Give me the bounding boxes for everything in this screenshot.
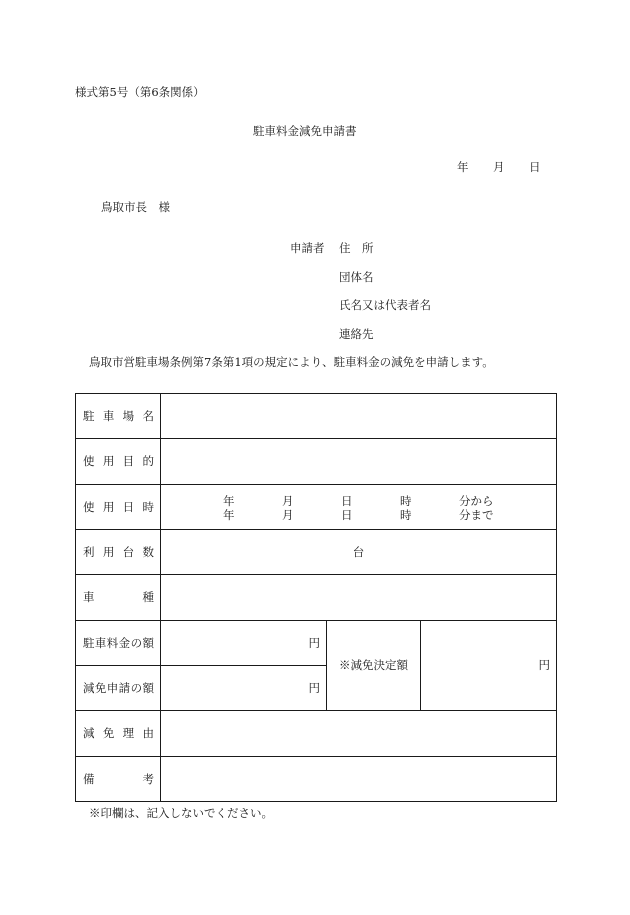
label-char: 理 xyxy=(122,726,135,741)
datetime-field[interactable] xyxy=(161,484,557,529)
application-statement: 鳥取市営駐車場条例第7条第1項の規定により、駐車料金の減免を申請します。 xyxy=(89,355,494,369)
from-minute-unit: 分から xyxy=(459,493,494,508)
label-char: 的 xyxy=(142,454,154,469)
from-year-unit: 年 xyxy=(223,493,235,508)
decided-yen-unit: 円 xyxy=(538,658,551,673)
label-char: 減 xyxy=(83,726,95,741)
row-fee xyxy=(76,620,557,665)
label-char: 由 xyxy=(142,726,154,741)
label-char: 備 xyxy=(83,771,95,786)
label-char: 日 xyxy=(122,499,135,514)
fee-field[interactable] xyxy=(161,620,327,665)
datetime-from-row xyxy=(161,493,556,507)
to-month-unit: 月 xyxy=(282,507,294,522)
label-char: 車 xyxy=(102,409,115,424)
to-hour-unit: 時 xyxy=(400,507,412,522)
label-char: 時 xyxy=(142,499,154,514)
label-char: 金 xyxy=(118,635,131,650)
fee-label-text xyxy=(83,635,154,651)
fee-label xyxy=(76,620,161,665)
reason-field[interactable] xyxy=(161,711,557,756)
label-char: 場 xyxy=(122,409,135,424)
from-day-unit: 日 xyxy=(341,493,353,508)
from-hour-unit: 時 xyxy=(400,493,412,508)
date-month-label: 月 xyxy=(493,160,505,174)
label-char: 台 xyxy=(122,545,135,560)
vehicles-label xyxy=(76,529,161,574)
reason-label-text xyxy=(83,725,154,741)
applicant-contact-label: 連絡先 xyxy=(339,327,374,341)
applicant-group-label: 団体名 xyxy=(339,270,374,284)
row-datetime xyxy=(76,484,557,529)
date-day-label: 日 xyxy=(529,160,541,174)
reduction-request-label-text xyxy=(83,680,154,696)
parking-name-field[interactable] xyxy=(161,394,557,439)
label-char: 料 xyxy=(106,635,119,650)
label-char: 用 xyxy=(102,545,115,560)
reason-label xyxy=(76,711,161,756)
fee-yen-unit: 円 xyxy=(308,635,320,650)
decided-amount-field[interactable] xyxy=(421,620,557,711)
vehicle-type-label-text xyxy=(83,589,154,605)
from-month-unit: 月 xyxy=(282,493,294,508)
vehicles-label-text xyxy=(83,544,154,560)
label-char: 目 xyxy=(122,454,135,469)
form-number: 様式第5号（第6条関係） xyxy=(75,85,205,99)
row-parking-name xyxy=(76,394,557,439)
vehicles-field[interactable] xyxy=(161,529,557,574)
vehicle-type-field[interactable] xyxy=(161,575,557,620)
parking-name-label-text xyxy=(83,408,154,424)
reduction-request-field[interactable] xyxy=(161,665,327,710)
purpose-label-text xyxy=(83,453,154,469)
row-vehicles xyxy=(76,529,557,574)
label-char: 考 xyxy=(142,771,154,786)
label-char: 車 xyxy=(94,635,107,650)
date-year-label: 年 xyxy=(457,160,469,174)
label-char: 減 xyxy=(83,681,95,696)
datetime-to-row xyxy=(161,507,556,521)
reduction-yen-unit: 円 xyxy=(308,681,320,696)
addressee: 鳥取市長 様 xyxy=(101,200,170,214)
row-purpose xyxy=(76,439,557,484)
label-char: 免 xyxy=(102,726,115,741)
footnote: ※印欄は、記入しないでください。 xyxy=(89,806,273,820)
row-reason xyxy=(76,711,557,756)
label-char: 使 xyxy=(83,499,95,514)
label-char: 申 xyxy=(106,681,119,696)
purpose-label xyxy=(76,439,161,484)
label-char: 駐 xyxy=(83,409,95,424)
applicant-label: 申請者 xyxy=(290,241,325,255)
row-vehicle-type xyxy=(76,575,557,620)
datetime-label xyxy=(76,484,161,529)
row-remarks xyxy=(76,756,557,801)
remarks-field[interactable] xyxy=(161,756,557,801)
applicant-name-label: 氏名又は代表者名 xyxy=(339,298,431,312)
vehicle-type-label xyxy=(76,575,161,620)
parking-name-label xyxy=(76,394,161,439)
reduction-request-label xyxy=(76,665,161,710)
label-char: 免 xyxy=(94,681,107,696)
label-char: 額 xyxy=(142,681,154,696)
decided-amount-label xyxy=(327,620,421,711)
remarks-label xyxy=(76,756,161,801)
to-year-unit: 年 xyxy=(223,507,235,522)
label-char: 利 xyxy=(83,545,95,560)
purpose-field[interactable] xyxy=(161,439,557,484)
application-form-table xyxy=(75,393,557,802)
label-char: 数 xyxy=(142,545,154,560)
to-day-unit: 日 xyxy=(341,507,353,522)
document-title: 駐車料金減免申請書 xyxy=(253,124,357,138)
datetime-label-text xyxy=(83,499,154,515)
label-char: 用 xyxy=(102,499,115,514)
label-char: 種 xyxy=(142,590,154,605)
vehicles-unit: 台 xyxy=(352,545,365,560)
to-minute-unit: 分まで xyxy=(459,507,494,522)
label-char: の xyxy=(130,635,143,650)
label-char: 駐 xyxy=(83,635,95,650)
label-char: 請 xyxy=(118,681,131,696)
decided-amount-label-text: ※減免決定額 xyxy=(339,658,408,673)
label-char: 用 xyxy=(102,454,115,469)
label-char: 額 xyxy=(142,635,154,650)
applicant-address-label: 住 所 xyxy=(339,241,374,255)
label-char: 車 xyxy=(83,590,95,605)
remarks-label-text xyxy=(83,771,154,787)
label-char: の xyxy=(130,681,143,696)
label-char: 使 xyxy=(83,454,95,469)
label-char: 名 xyxy=(142,409,154,424)
